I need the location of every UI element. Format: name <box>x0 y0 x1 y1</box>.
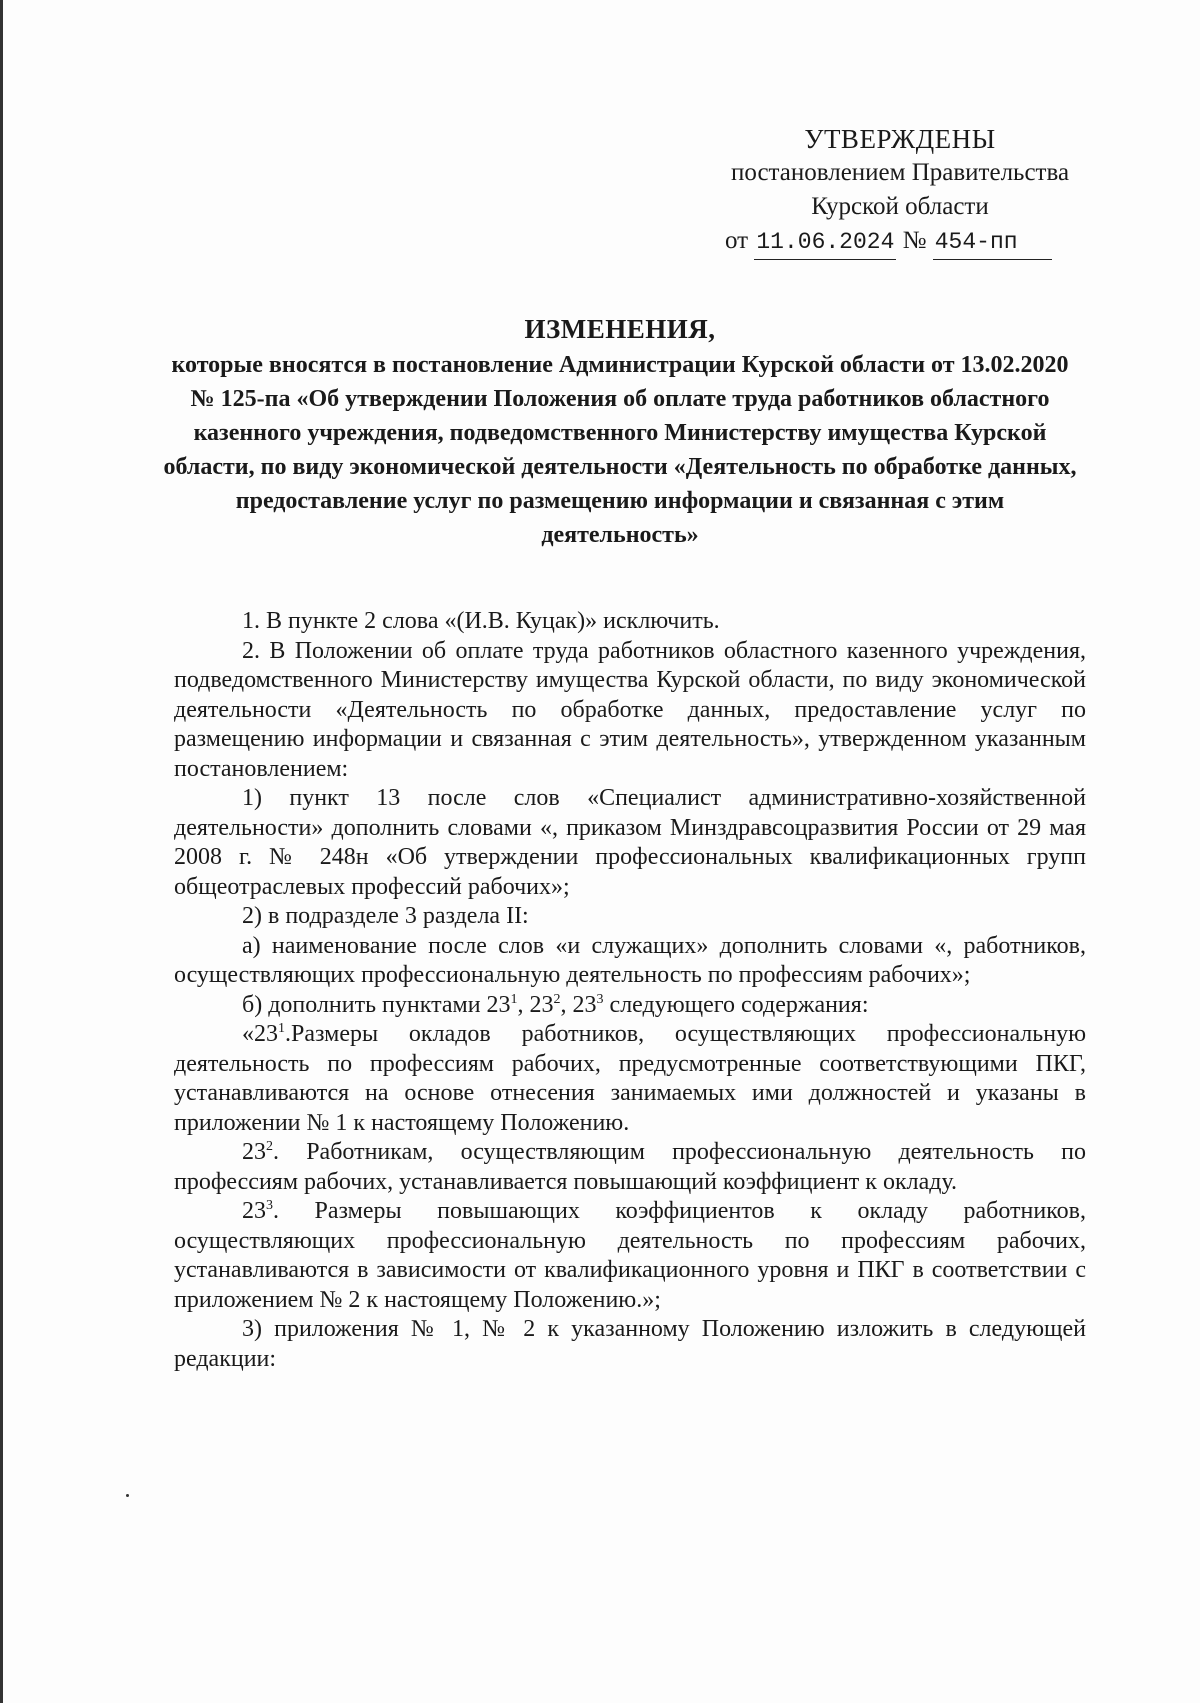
p7-sup: 1 <box>278 1021 285 1036</box>
p6-text-d: следующего содержания: <box>603 991 869 1018</box>
paragraph-1: 1. В пункте 2 слова «(И.В. Куцак)» исключить. <box>242 608 720 634</box>
p6-sup-3: 3 <box>596 991 604 1007</box>
number-value: 454-пп <box>933 225 1052 260</box>
p6-text-c: , 23 <box>560 991 597 1018</box>
p8-text-b: . Работникам, осуществляющим профессиональную деятельность по профессиям рабочих, устанавливается повышающий коэффициент к окладу. <box>174 1139 1086 1195</box>
p8-text-a: 23 <box>242 1139 266 1165</box>
number-prefix: № <box>902 227 927 254</box>
heading-subtitle: которые вносятся в постановление Администрации Курской области от 13.02.2020 № 125-па «Об утверждении Положения об оплате труда работников областного казенного учреждения, подведомственного Министерству имущества Курской области, по виду экономической деятельности «Деятельность по обработке данных, предоставление услуг по размещению информации и связанная с этим деятельность» <box>163 352 1077 548</box>
paragraph-5: а) наименование после слов «и служащих» дополнить словами «, работников, осуществляющих профессиональную деятельность по профессиям рабочих»; <box>174 932 1086 988</box>
p6-sup-2: 2 <box>553 991 561 1007</box>
approval-stamp-block <box>700 122 1100 260</box>
paragraph-8 <box>174 1138 1086 1197</box>
document-heading <box>160 310 1080 552</box>
paragraph-2: 2. В Положении об оплате труда работников областного казенного учреждения, подведомственного Министерству имущества Курской области, по виду экономической деятельности «Деятельность по обработке данных, предоставление услуг по размещению информации и связанная с этим деятельность», утвержденном указанным постановлением: <box>174 637 1086 782</box>
document-body <box>174 607 1086 1374</box>
paragraph-4: 2) в подразделе 3 раздела II: <box>242 903 529 929</box>
heading-main: ИЗМЕНЕНИЯ, <box>524 314 716 344</box>
p9-text-a: 23 <box>242 1198 266 1224</box>
approval-title: УТВЕРЖДЕНЫ <box>804 124 996 154</box>
approval-line-1: постановлением Правительства <box>730 159 1070 186</box>
paragraph-10: 3) приложения № 1, № 2 к указанному Положению изложить в следующей редакции: <box>174 1316 1086 1372</box>
date-prefix: от <box>725 227 749 254</box>
p7-text-a: «23 <box>242 1021 278 1047</box>
p6-sup-1: 1 <box>510 991 518 1007</box>
approval-line-2: Курской области <box>811 193 989 220</box>
p9-text-b: . Размеры повышающих коэффициентов к окладу работников, осуществляющих профессиональную деятельность по профессиям рабочих, устанавливаются в зависимости от квалификационного уровня и ПКГ в соответствии с приложением № 2 к настоящему Положению.»; <box>174 1198 1086 1313</box>
paragraph-6 <box>174 991 1086 1021</box>
scan-speck <box>126 1494 129 1497</box>
p9-sup: 3 <box>266 1198 273 1213</box>
p6-text-b: , 23 <box>517 991 554 1018</box>
paragraph-7 <box>174 1020 1086 1138</box>
paragraph-9 <box>174 1197 1086 1315</box>
scan-edge <box>0 0 3 1703</box>
paragraph-3: 1) пункт 13 после слов «Специалист административно-хозяйственной деятельности» дополнить словами «, приказом Минздравсоцразвития России от 29 мая 2008 г. № 248н «Об утверждении профессиональных квалификационных групп общеотраслевых профессий рабочих»; <box>174 785 1086 900</box>
approval-date-line <box>700 224 1100 260</box>
date-value: 11.06.2024 <box>754 225 896 260</box>
p8-sup: 2 <box>266 1139 273 1154</box>
p7-text-b: .Размеры окладов работников, осуществляющих профессиональную деятельность по профессиям рабочих, предусмотренные соответствующими ПКГ, устанавливаются на основе отнесения занимаемых ими должностей и указаны в приложении № 1 к настоящему Положению. <box>174 1021 1086 1136</box>
p6-text-a: б) дополнить пунктами 23 <box>242 991 511 1018</box>
